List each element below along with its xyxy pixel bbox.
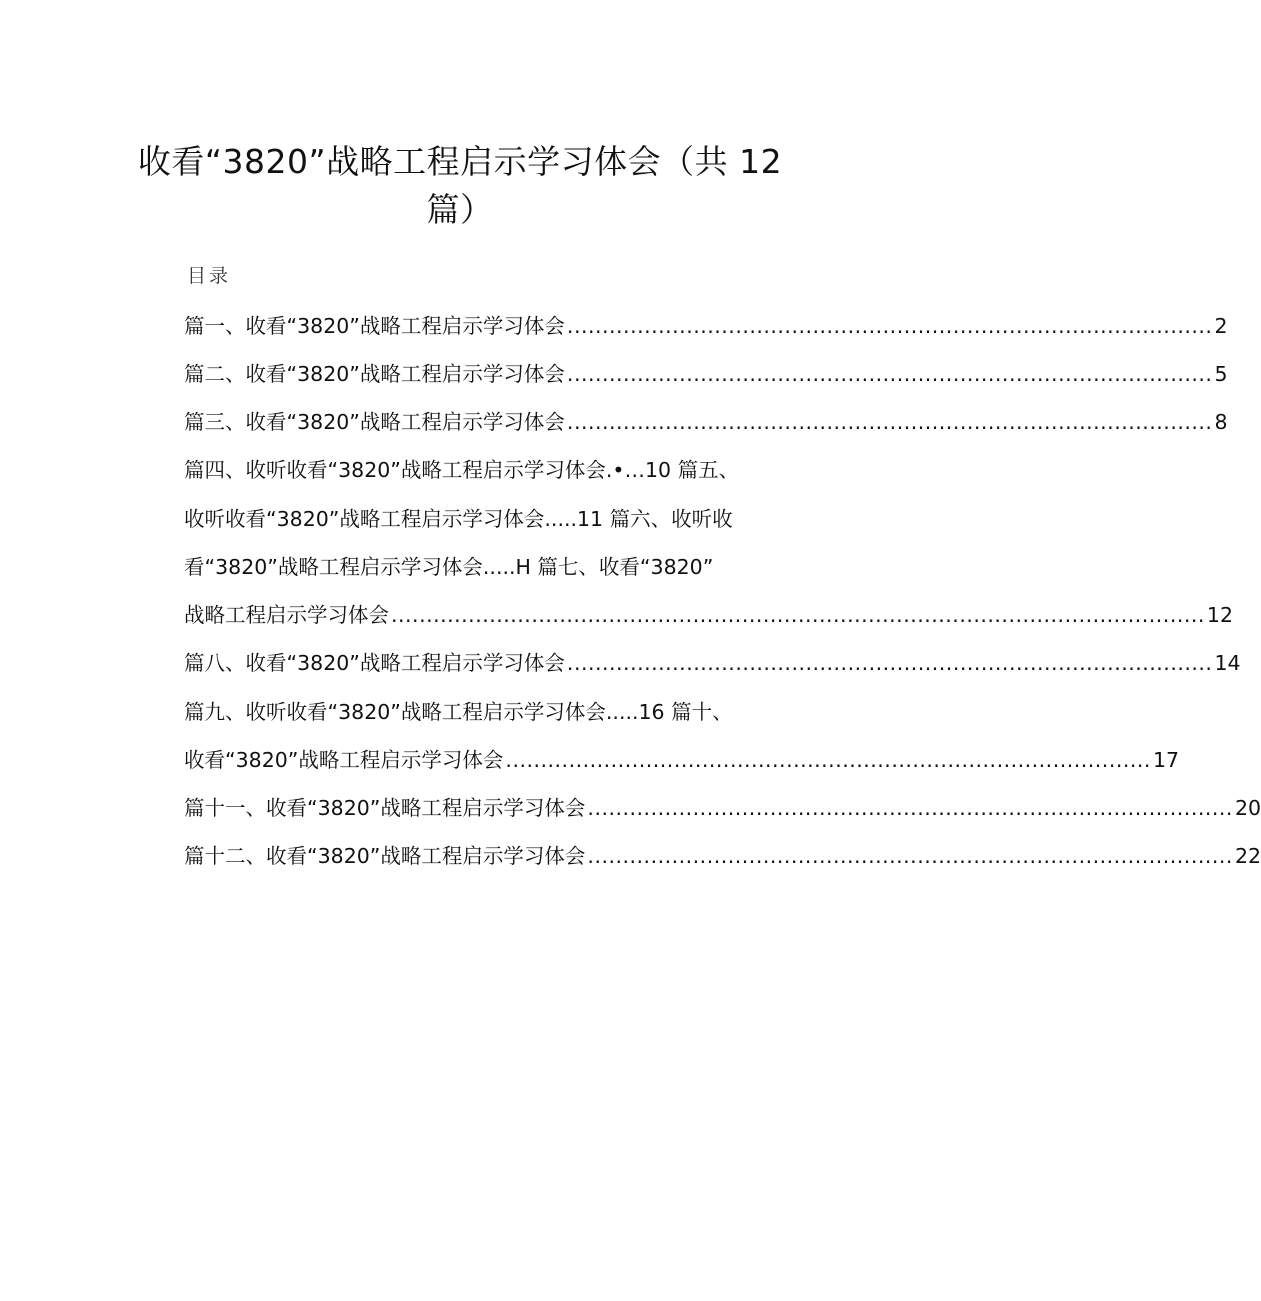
toc-entry-page: 17 [1152, 748, 1180, 772]
toc-entry-title: 篇十二、收看“3820”战略工程启示学习体会 [184, 844, 586, 868]
toc-entry [184, 356, 1228, 392]
toc-entry-title: 篇二、收看“3820”战略工程启示学习体会 [184, 362, 565, 386]
toc-run-in-line: 篇四、收听收看“3820”战略工程启示学习体会.•…10 篇五、 [184, 458, 740, 482]
toc-entry [184, 404, 1228, 440]
toc-leader-dots: ............................................................................................ [587, 844, 1233, 868]
toc-run-in-line: 收听收看“3820”战略工程启示学习体会.....11 篇六、收听收 [184, 507, 733, 531]
toc-entry-page: 5 [1214, 362, 1228, 386]
document-title-line-1: 收看“3820”战略工程启示学习体会（共 12 [137, 142, 783, 181]
toc-entry-page: 14 [1214, 651, 1241, 675]
toc-leader-dots: ............................................................................................ [566, 410, 1213, 434]
document-title-line-2: 篇） [426, 190, 494, 229]
toc-entry-title: 篇十一、收看“3820”战略工程启示学习体会 [184, 796, 586, 820]
toc-entry [184, 838, 1261, 874]
toc-entry-title: 篇三、收看“3820”战略工程启示学习体会 [184, 410, 565, 434]
toc-entry-title: 收看“3820”战略工程启示学习体会 [184, 748, 504, 772]
toc-entry-page: 2 [1214, 314, 1228, 338]
toc-heading: 目录 [187, 265, 232, 287]
toc-entry-title: 篇八、收看“3820”战略工程启示学习体会 [184, 651, 565, 675]
toc-entry [184, 645, 1241, 681]
toc-leader-dots: .................................................................................................................... [391, 603, 1205, 627]
toc-run-in-line: 篇九、收听收看“3820”战略工程启示学习体会.....16 篇十、 [184, 700, 733, 724]
toc-entry [184, 790, 1261, 826]
toc-entry-page: 22 [1234, 844, 1261, 868]
toc-leader-dots: ............................................................................................ [566, 362, 1213, 386]
toc-leader-dots: ............................................................................................ [566, 651, 1213, 675]
toc-entry [184, 597, 1233, 633]
toc-entry-title: 战略工程启示学习体会 [184, 603, 389, 627]
toc-entry [184, 308, 1228, 344]
toc-entry-page: 20 [1234, 796, 1261, 820]
toc-entry-page: 12 [1206, 603, 1233, 627]
toc-leader-dots: ............................................................................................ [505, 748, 1151, 772]
toc-run-in-line: 看“3820”战略工程启示学习体会.....H 篇七、收看“3820” [184, 555, 714, 579]
toc-entry [184, 742, 1180, 778]
toc-leader-dots: ............................................................................................ [566, 314, 1213, 338]
toc-leader-dots: ............................................................................................ [587, 796, 1233, 820]
toc-entry-page: 8 [1214, 410, 1228, 434]
toc-entry-title: 篇一、收看“3820”战略工程启示学习体会 [184, 314, 565, 338]
